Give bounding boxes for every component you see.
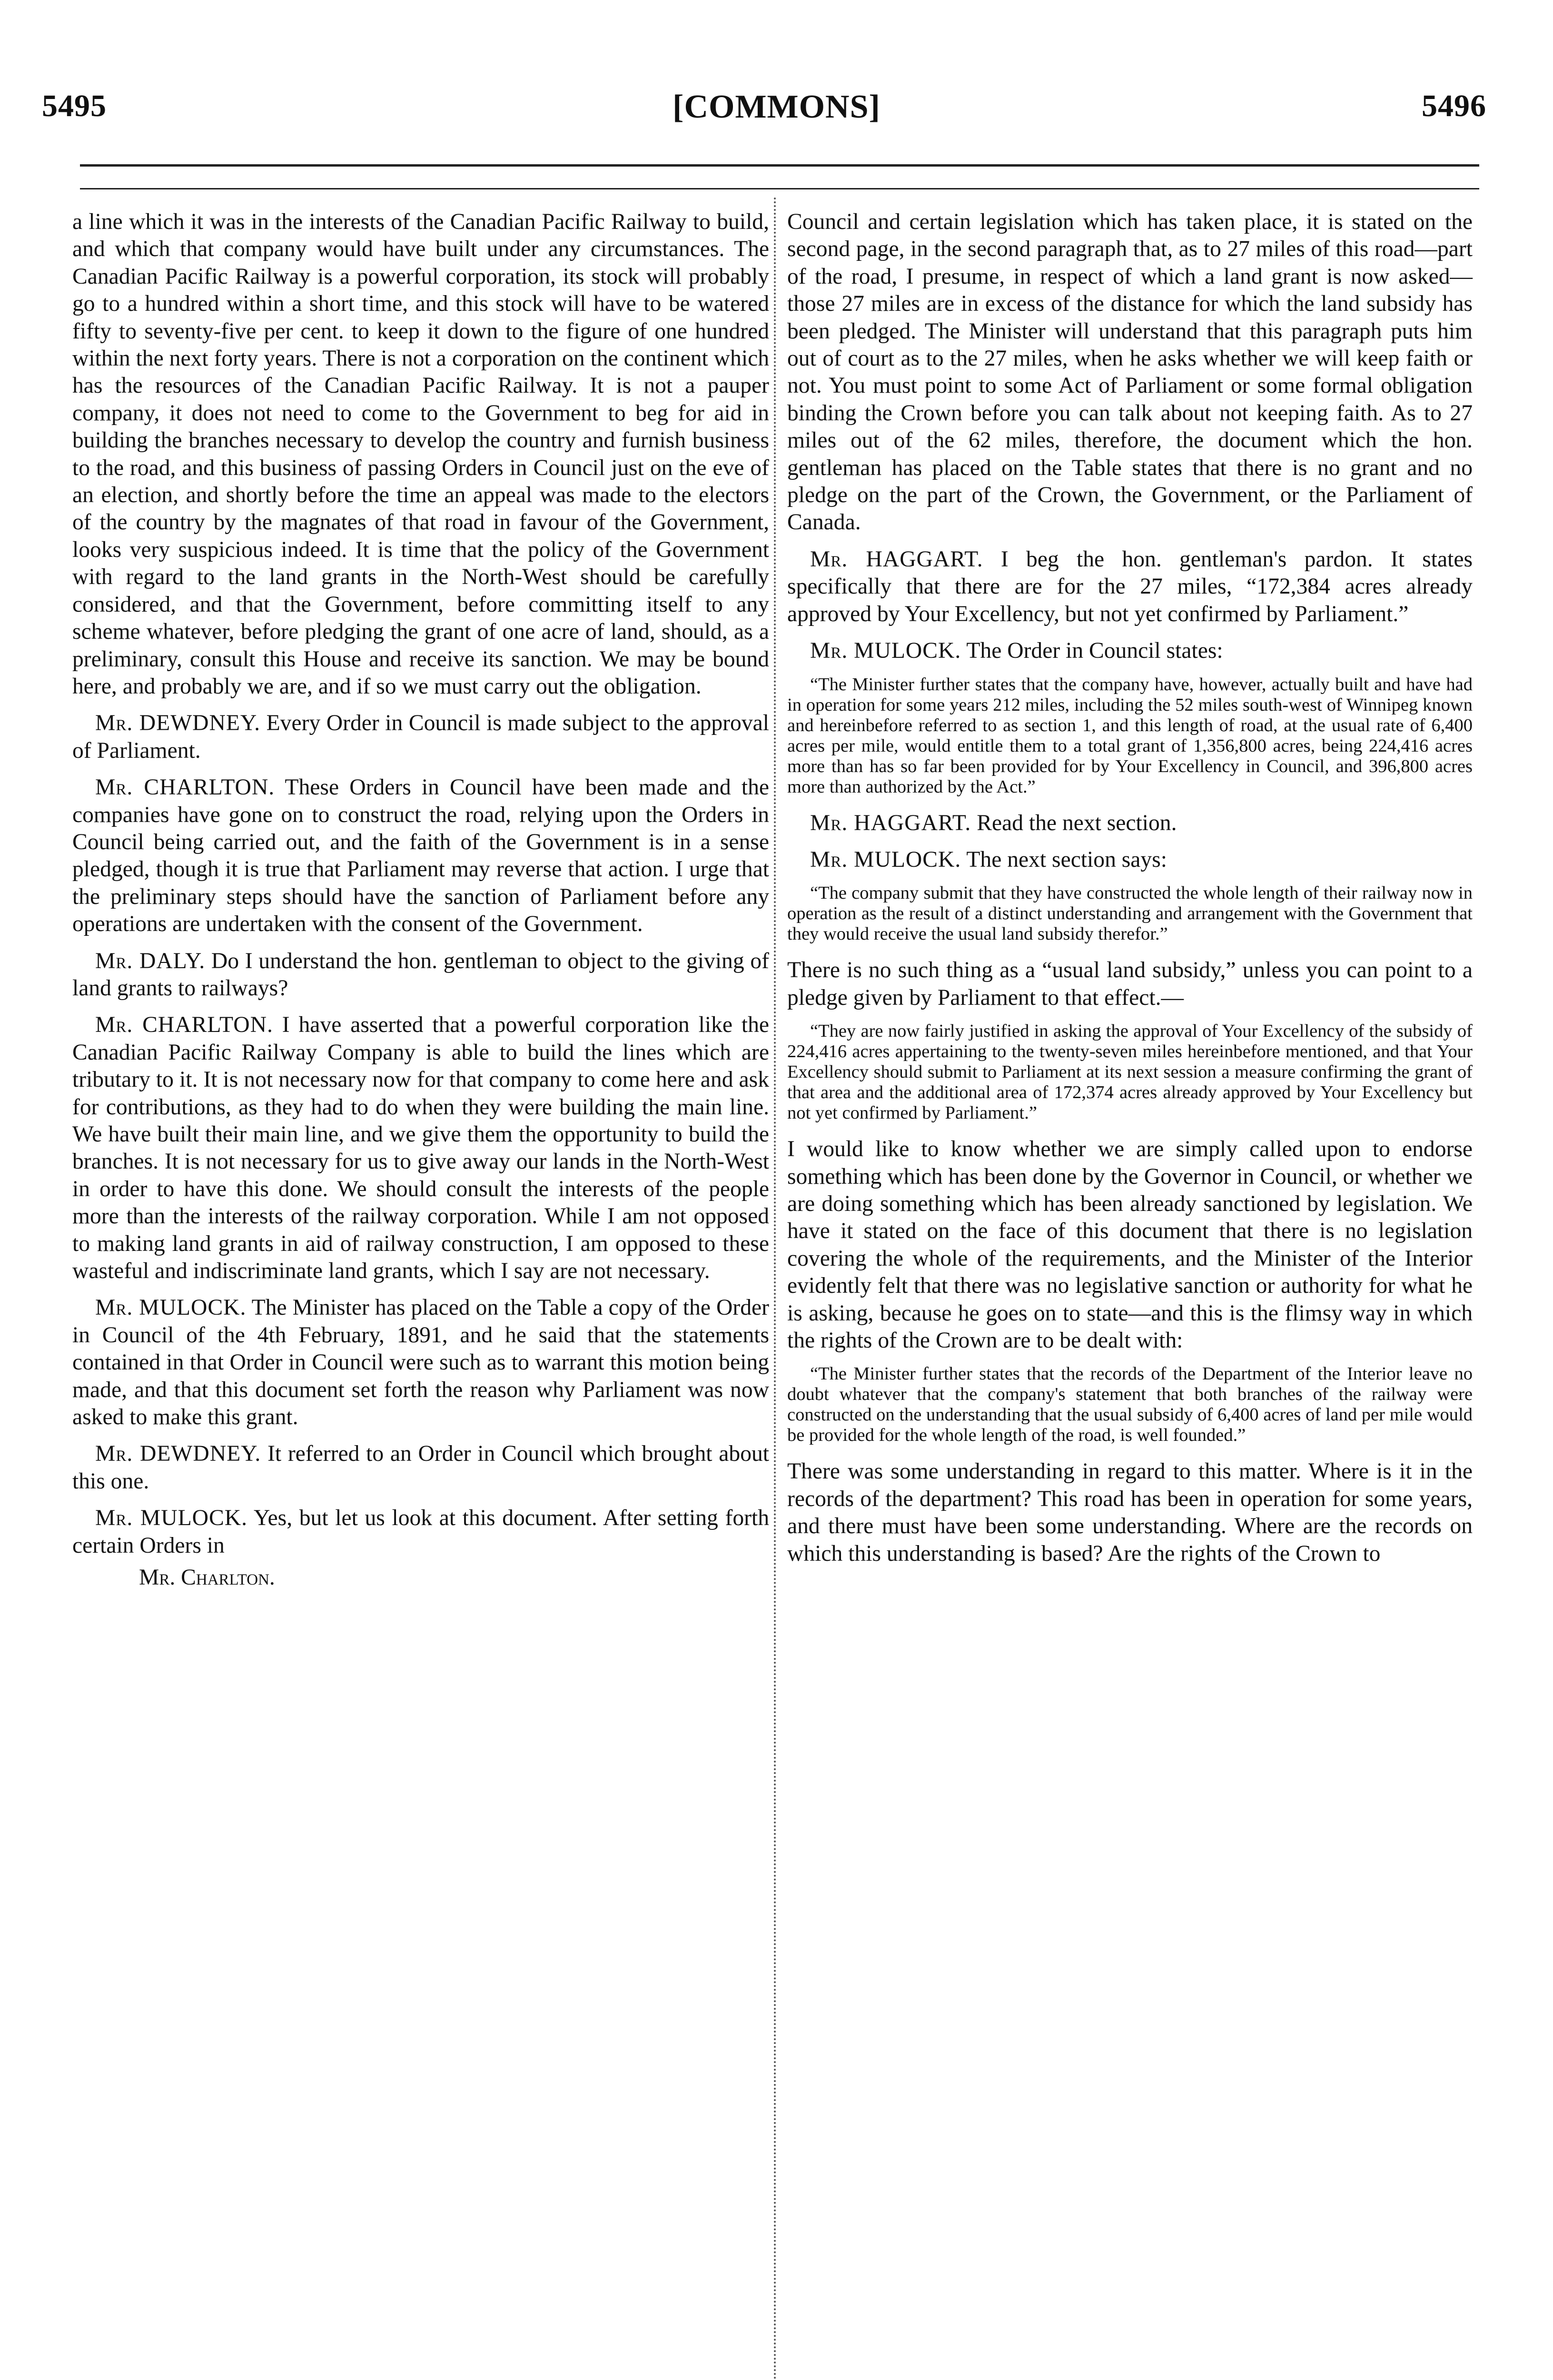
speech-text: Every Order in Council is made subject to the approval of Parliament. <box>72 711 770 763</box>
block-quote: “The company submit that they have constructed the whole length of their railway now in operation as the result of a distinct understanding and arrangement with the Government that they would receive the usual land subsidy therefor.” <box>787 883 1473 944</box>
speech-text: I have asserted that a powerful corporation like the Canadian Pacific Railway Company is able to build the lines which are tributary to it. It is not necessary now for that company to come here and ask for contributions, as they had to do when they were building the main line. We have built their main line, and we give them the opportunity to build the branches. It is not necessary for us to give away our lands in the North-West in order to have this done. We should consult the interests of the people more than the interests of the railway corporation. While I am not opposed to making land grants in aid of railway construction, I am opposed to these wasteful and indiscriminate land grants, which I say are not necessary. <box>72 1012 769 1284</box>
page-title: [COMMONS] <box>673 89 880 125</box>
block-quote: “The Minister further states that the records of the Department of the Interior leave no doubt whatever that the company's statement that both branches of the railway were constructed on the understanding that the usual subsidy of 6,400 acres of land per mile would be provided for the whole length of the road, is well founded.” <box>787 1364 1473 1446</box>
block-quote: “The Minister further states that the company have, however, actually built and have had in operation for some years 212 miles, including the 52 miles south-west of Winnipeg known and hereinbefore referred to as section 1, and this length of road, at the usual rate of 6,400 acres per mile, would entitle them to a total grant of 1,356,800 acres, being 224,416 acres more than has so far been provided for by Your Excellency in Council, and 396,800 acres more than authorized by the Act.” <box>787 674 1473 797</box>
speech-text: Do I understand the hon. gentleman to object to the giving of land grants to railways? <box>72 948 770 1001</box>
speech-text: Yes, but let us look at this document. After setting forth certain Orders in <box>72 1506 769 1558</box>
paragraph: Council and certain legislation which has taken place, it is stated on the second page, in the second paragraph that, as to 27 miles of this road—part of the road, I presume, in respect of which a land grant is now asked—those 27 miles are in excess of the distance for which the land subsidy has been pledged. The Minister will understand that this paragraph puts him out of court as to the 27 miles, when he asks whether we will keep faith or not. You must point to some Act of Parliament or some formal obligation binding the Crown before you can talk about not keeping faith. As to 27 miles out of the 62 miles, therefore, the document which the hon. gentleman has placed on the Table states that there is no grant and no pledge on the part of the Crown, the Government, or the Parliament of Canada. <box>787 209 1473 535</box>
speech-text: These Orders in Council have been made and the companies have gone on to construct the road, relying upon the Orders in Council being carried out, and the faith of the Government is in a sense pledged, though it is true that Parliament may reverse that action. I urge that the preliminary steps should have the sanction of Parliament before any operations are undertaken with the consent of the Government. <box>72 775 769 937</box>
speech-paragraph <box>72 1294 769 1431</box>
paragraph: There is no such thing as a “usual land subsidy,” unless you can point to a pledge given by Parliament to that effect.— <box>787 958 1473 1010</box>
speech-text: I beg the hon. gentleman's pardon. It states specifically that there are for the 27 miles, “172,384 acres already approved by Your Excellency, but not yet confirmed by Parliament.” <box>787 546 1473 626</box>
block-quote: “They are now fairly justified in asking the approval of Your Excellency of the subsidy of 224,416 acres appertaining to the twenty-seven miles hereinbefore mentioned, and that Your Excellency should submit to Parliament at its next session a measure confirming the grant of that area and the additional area of 172,374 acres already approved by Your Excellency but not yet confirmed by Parliament.” <box>787 1021 1473 1123</box>
speech-paragraph <box>72 948 769 1002</box>
speaker-name: Mr. DEWDNEY. <box>95 711 261 736</box>
header-rule-top <box>80 164 1479 167</box>
speech-paragraph <box>72 1440 769 1495</box>
speaker-name: Mr. DALY. <box>95 948 206 973</box>
speaker-name: Mr. HAGGART. <box>810 810 971 835</box>
speech-paragraph <box>72 1012 769 1285</box>
speech-text: The Minister has placed on the Table a copy of the Order in Council of the 4th February, 1891, and he said that the statements contained in that Order in Council were such as to warrant this motion being made, and that this document set forth the reason why Parliament was now asked to make this grant. <box>72 1295 769 1430</box>
page-number-right: 5496 <box>1422 89 1486 123</box>
page-number-left: 5495 <box>42 89 107 123</box>
speaker-name: Mr. DEWDNEY. <box>95 1441 261 1467</box>
speech-paragraph <box>72 1505 769 1559</box>
paragraph: There was some understanding in regard to this matter. Where is it in the records of the department? This road has been in operation for some years, and there must have been some understanding. Where are the records on which this understanding is based? Are the rights of the Crown to <box>787 1459 1473 1566</box>
paragraph: a line which it was in the interests of the Canadian Pacific Railway to build, and which that company would have built under any circumstances. The Canadian Pacific Railway is a powerful corporation, its stock will probably go to a hundred within a short time, and this stock will have to be watered fifty to seventy-five per cent. to keep it down to the figure of one hundred within the next forty years. There is not a corporation on the continent which has the resources of the Canadian Pacific Railway. It is not a pauper company, it does not need to come to the Government to beg for aid in building the branches necessary to develop the country and furnish business to the road, and this business of passing Orders in Council just on the eve of an election, and shortly before the time an appeal was made to the electors of the country by the magnates of that road in favour of the Government, looks very suspicious indeed. It is time that the policy of the Government with regard to the land grants in the North-West should be carefully considered, and that the Government, before committing itself to any scheme whatever, before pledging the grant of one acre of land, should, as a preliminary, consult this House and receive its sanction. We may be bound here, and probably we are, and if so we must carry out the obligation. <box>72 209 769 699</box>
speech-paragraph <box>72 774 769 938</box>
paragraph: I would like to know whether we are simply called upon to endorse something which has been done by the Governor in Council, or whether we are doing something which has been already sanctioned by legislation. We have it stated on the face of this document that there is no legislation covering the whole of the requirements, and the Minister of the Interior evidently felt that there was no legislative sanction or authority for what he is asking, because he goes on to state—and this is the flimsy way in which the rights of the Crown are to be dealt with: <box>787 1137 1473 1353</box>
speaker-name: Mr. MULOCK. <box>810 638 961 664</box>
speaker-name: Mr. CHARLTON. <box>95 1012 273 1038</box>
speech-paragraph <box>787 810 1473 837</box>
column-divider <box>774 198 778 2380</box>
speech-paragraph <box>72 710 769 764</box>
speech-paragraph <box>787 637 1473 664</box>
speaker-name: Mr. MULOCK. <box>810 847 961 872</box>
speech-text: Read the next section. <box>971 810 1177 835</box>
speech-paragraph <box>787 546 1473 628</box>
page-footer-attribution: Mr. Charlton. <box>139 1565 275 1590</box>
speech-text: The next section says: <box>961 847 1167 872</box>
speaker-name: Mr. MULOCK. <box>95 1506 248 1531</box>
speech-paragraph <box>787 846 1473 873</box>
speaker-name: Mr. HAGGART. <box>810 546 983 572</box>
speech-text: It referred to an Order in Council which brought about this one. <box>72 1441 770 1494</box>
right-column <box>787 208 1473 1577</box>
speech-text: The Order in Council states: <box>961 638 1223 664</box>
speaker-name: Mr. CHARLTON. <box>95 775 275 800</box>
speaker-name: Mr. MULOCK. <box>95 1295 247 1320</box>
header-rule-bottom <box>80 188 1479 189</box>
left-column <box>72 208 769 1592</box>
